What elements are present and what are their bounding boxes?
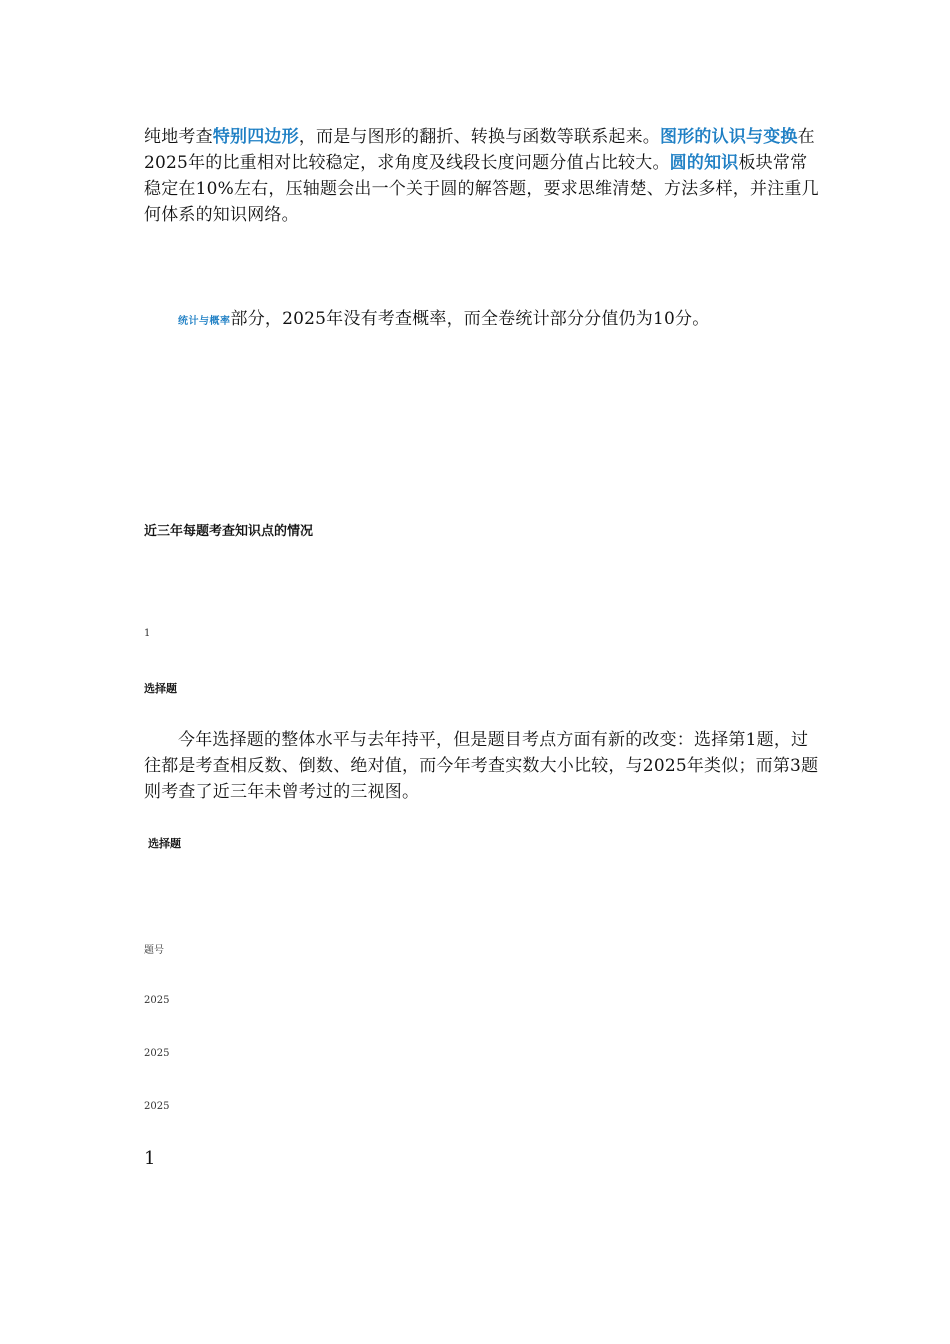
highlight-statistics-probability: 统计与概率 (178, 316, 231, 327)
table-row-year: 2025 (144, 1048, 170, 1059)
highlight-special-quadrilateral: 特别四边形 (212, 127, 299, 147)
paragraph-choice-questions (144, 727, 824, 805)
table-row-year: 2025 (144, 995, 170, 1006)
para3-text: 今年选择题的整体水平与去年持平，但是题目考点方面有新的改变：选择第1题，过往都是考查相反数、倒数、绝对值，而今年考查实数大小比较，与2025年类似；而第3题则考查了近三年未曾考过的三视图。 (144, 730, 819, 802)
sub-heading-choice-2: 选择题 (148, 837, 181, 850)
para2-text-1: 部分，2025年没有考查概率，而全卷统计部分分值仍为10分。 (230, 309, 710, 329)
sub-heading-choice-1: 选择题 (144, 682, 177, 695)
para1-text-2: ，而是与图形的翻折、转换与函数等联系起来。 (298, 127, 661, 147)
highlight-shape-transform: 图形的认识与变换 (660, 127, 798, 147)
para1-text-4: 板块常常稳定在10%左右，压轴题会出一个关于圆的解答题，要求思维清楚、方法多样，并注重几何体系的知识网络。 (144, 153, 819, 225)
paragraph-statistics (178, 306, 818, 335)
paragraph-geometry (144, 124, 824, 228)
table-row-year: 2025 (144, 1101, 170, 1112)
bottom-number: 1 (144, 1148, 156, 1169)
highlight-circle-knowledge: 圆的知识 (669, 153, 739, 173)
table-label-question-number: 题号 (144, 945, 164, 956)
para1-text-1: 纯地考查 (144, 127, 213, 147)
para1-text-3: 在2025年的比重相对比较稳定，求角度及线段长度问题分值占比较大。 (144, 127, 815, 173)
item-number: 1 (144, 628, 151, 639)
section-title: 近三年每题考查知识点的情况 (144, 524, 314, 539)
